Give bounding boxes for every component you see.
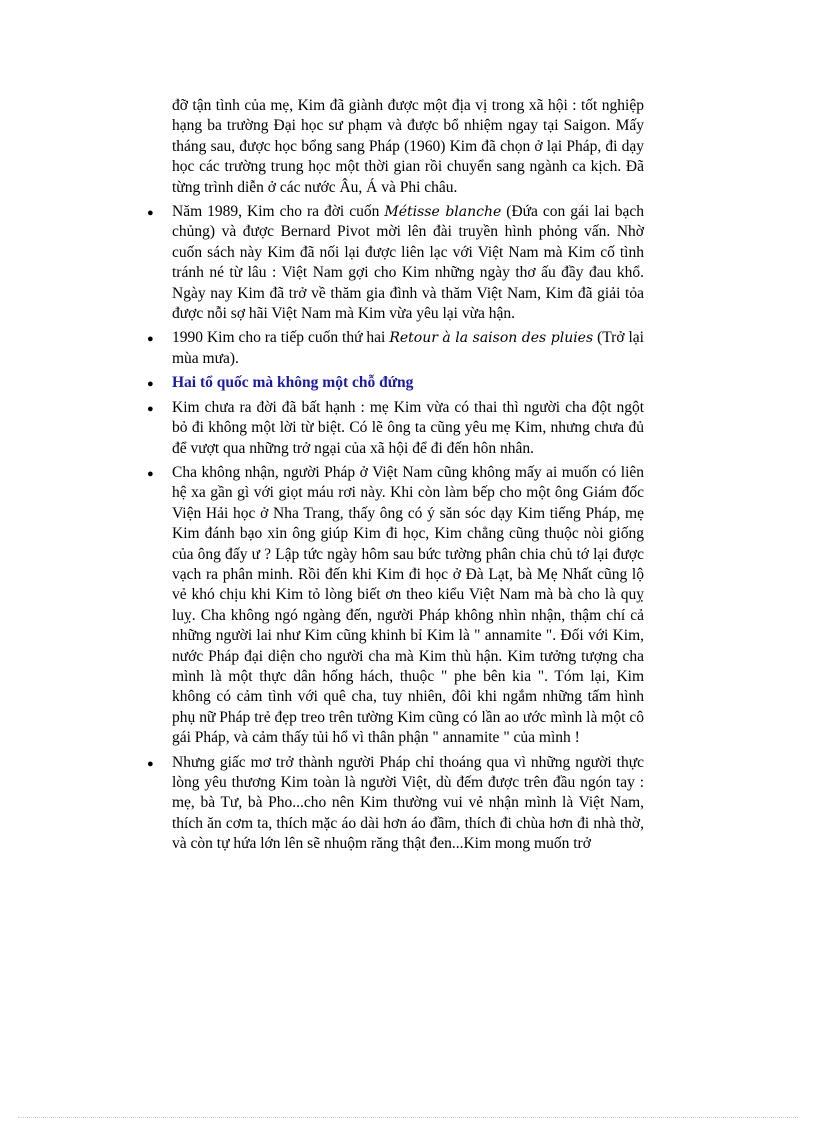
bullet-icon: ● <box>147 207 154 220</box>
item-text: (Đứa con gái lai bạch chủng) và được Bernard Pivot mời lên đài truyền hình phỏng vấn. Nhờ cuốn sách này Kim đã nối lại được liên lạc với Việt Nam mà Kim cố tình tránh né từ lâu : Việt Nam gợi cho Kim những ngày thơ ấu đầy đau khổ. Ngày nay Kim đã trở về thăm gia đình và thăm Việt Nam, Kim đã giải tỏa được nỗi sợ hãi Việt Nam mà Kim vừa yêu lại vừa hận. <box>172 203 644 323</box>
item-text: Kim chưa ra đời đã bất hạnh : mẹ Kim vừa có thai thì người cha đột ngột bỏ đi không một lời từ biệt. Có lẽ ông ta cũng yêu mẹ Kim, nhưng chưa đủ để vượt qua những trở ngại của xã hội để đi đến hôn nhân. <box>172 398 644 457</box>
list-item <box>147 373 644 393</box>
list-item <box>147 202 644 324</box>
document-body <box>147 96 644 859</box>
item-text: Năm 1989, Kim cho ra đời cuốn <box>172 203 385 221</box>
intro-paragraph: đỡ tận tình của mẹ, Kim đã giành được một địa vị trong xã hội : tốt nghiệp hạng ba trường Đại học sư phạm và được bổ nhiệm ngay tại Saigon. Mấy tháng sau, được học bổng sang Pháp (1960) Kim đã chọn ở lại Pháp, đi dạy học các trường trung học một thời gian rồi chuyển sang ngành ca kịch. Đã từng trình diễn ở các nước Âu, Á và Phi châu. <box>172 97 644 196</box>
item-text: (Trở lại mùa mưa). <box>172 329 644 367</box>
bullet-icon: ● <box>147 757 154 770</box>
item-text: Cha không nhận, người Pháp ở Việt Nam cũng không mấy ai muốn có liên hệ xa gần gì với giọt máu rơi này. Khi còn làm bếp cho một ông Giám đốc Viện Hải học ở Nha Trang, thấy ông có ý săn sóc dạy Kim tiếng Pháp, mẹ Kim đánh bạo xin ông giúp Kim đi học, Kim chẳng cũng thuộc nòi giống của ông đấy ư ? Lập tức ngày hôm sau bức tường phân chia chủ tớ lại được vạch ra phân minh. Rồi đến khi Kim đi học ở Đà Lạt, bà Mẹ Nhất cũng lộ vẻ khó chịu khi Kim tỏ lòng biết ơn theo kiểu Việt Nam mà bà cho là quỵ luỵ. Cha không ngó ngàng đến, người Pháp không nhìn nhận, thậm chí cả những người lai như Kim cũng khinh bỉ Kim là " annamite ". Đối với Kim, nước Pháp đại diện cho người cha mà Kim thù hận. Kim tưởng tượng cha mình là một thực dân hống hách, thuộc " phe bên kia ". Tóm lại, Kim không có cảm tình với quê cha, tuy nhiên, đôi khi ngắm những tấm hình phụ nữ Pháp trẻ đẹp treo trên tường Kim cũng có lần ao ước mình là một cô gái Pháp, và cảm thấy tủi hổ vì thân phận " annamite " của mình ! <box>172 463 644 747</box>
book-title: Métisse blanche <box>384 204 502 221</box>
section-heading: Hai tổ quốc mà không một chỗ đứng <box>172 374 414 392</box>
list-item <box>147 463 644 749</box>
list-item <box>147 753 644 855</box>
bullet-list <box>147 202 644 855</box>
list-item <box>147 328 644 369</box>
bullet-icon: ● <box>147 402 154 415</box>
bullet-icon: ● <box>147 378 154 391</box>
bullet-icon: ● <box>147 467 154 480</box>
item-text: Nhưng giấc mơ trở thành người Pháp chỉ thoáng qua vì những người thực lòng yêu thương Kim toàn là người Việt, dù đếm được trên đầu ngón tay : mẹ, bà Tư, bà Pho...cho nên Kim thường vui vẻ nhận mình là Việt Nam, thích ăn cơm ta, thích mặc áo dài hơn áo đầm, thích đi chùa hơn đi nhà thờ, và còn tự hứa lớn lên sẽ nhuộm răng thật đen...Kim mong muốn trở <box>172 753 644 853</box>
page-bottom-border <box>18 1117 798 1118</box>
book-title: Retour à la saison des pluies <box>389 330 594 347</box>
bullet-icon: ● <box>147 333 154 346</box>
item-text: 1990 Kim cho ra tiếp cuốn thứ hai <box>172 329 390 347</box>
list-item <box>147 398 644 459</box>
